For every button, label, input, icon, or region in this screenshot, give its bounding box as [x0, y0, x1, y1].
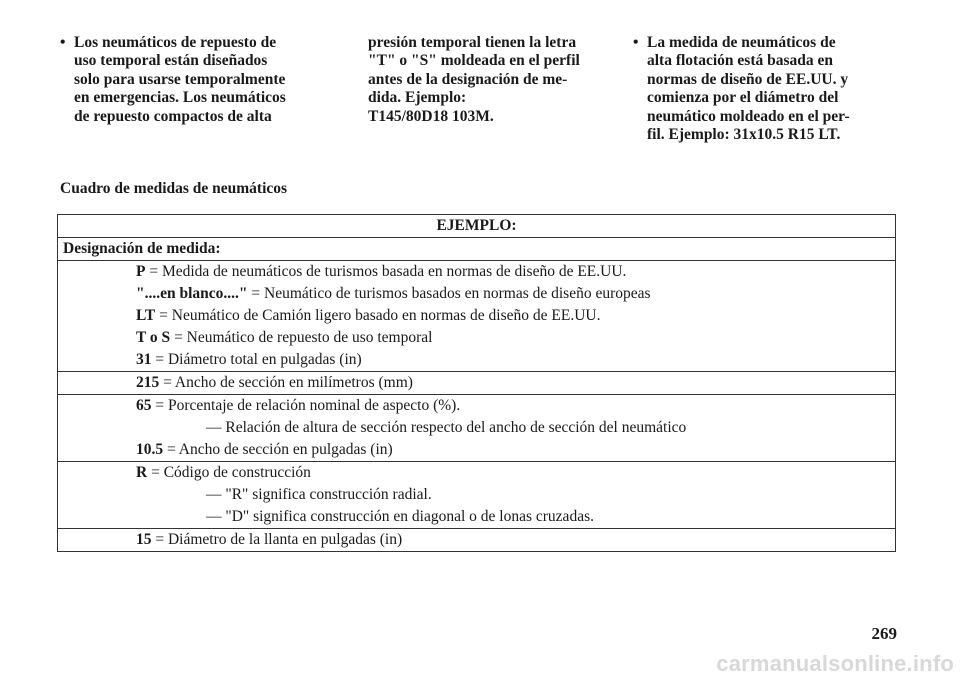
table-row — [58, 261, 896, 372]
entry-p — [58, 261, 895, 283]
watermark: carmanualsonline.info — [716, 651, 954, 676]
entry-key: LT — [136, 307, 156, 324]
entry-subnote: — Relación de altura de sección respecto del ancho de sección del neumático — [206, 419, 687, 436]
entry-text: = Ancho de sección en milímetros (mm) — [159, 374, 413, 391]
entry-text: = Neumático de repuesto de uso temporal — [170, 329, 433, 346]
text-line: dida. Ejemplo: — [368, 89, 467, 107]
entry-key: P — [136, 263, 146, 280]
entry-r — [58, 462, 895, 484]
text-line: en emergencias. Los neumáticos — [74, 89, 286, 107]
tire-size-table — [57, 214, 896, 552]
entry-blank — [58, 283, 895, 305]
section-title: Cuadro de medidas de neumáticos — [60, 180, 288, 197]
column-1 — [60, 34, 310, 126]
table-cell-group-2 — [58, 372, 896, 395]
entry-key: 31 — [136, 351, 152, 368]
text-line: "T" o "S" moldeada en el perfil — [368, 52, 580, 70]
table-cell-group-5 — [58, 529, 896, 552]
bullet-item-spare-tires — [60, 34, 310, 126]
bullet-icon: • — [633, 34, 639, 51]
entry-text: = Neumático de Camión ligero basado en normas de diseño de EE.UU. — [155, 307, 601, 324]
entry-31 — [58, 349, 895, 371]
table-row — [58, 529, 896, 552]
entry-text: = Ancho de sección en pulgadas (in) — [163, 441, 393, 458]
table-cell-group-1 — [58, 261, 896, 372]
entry-key: 10.5 — [136, 441, 164, 458]
column-3 — [633, 34, 897, 144]
bullet-text — [647, 34, 897, 144]
text-line: Los neumáticos de repuesto de — [74, 34, 277, 51]
entry-t-or-s — [58, 327, 895, 349]
text-line: de repuesto compactos de alta — [74, 107, 272, 125]
designation-label: Designación de medida: — [58, 238, 896, 261]
entry-text: = Neumático de turismos basados en normas de diseño europeas — [247, 285, 651, 302]
entry-215 — [58, 372, 895, 394]
text-line: solo para usarse temporalmente — [74, 70, 286, 88]
column-2 — [368, 34, 606, 126]
text-line: La medida de neumáticos de — [647, 34, 836, 51]
entry-65 — [58, 395, 895, 417]
entry-text: = Diámetro de la llanta en pulgadas (in) — [151, 531, 403, 548]
bullet-icon: • — [60, 34, 66, 51]
table-cell-group-4 — [58, 462, 896, 529]
page-number: 269 — [871, 624, 897, 643]
text-line: presión temporal tienen la letra — [368, 34, 577, 51]
entry-text: = Medida de neumáticos de turismos basada en normas de diseño de EE.UU. — [145, 263, 627, 280]
entry-subnote: — "R" significa construcción radial. — [206, 486, 432, 503]
text-line: neumático moldeado en el per- — [647, 107, 850, 125]
text-line: uso temporal están diseñados — [74, 52, 268, 70]
table-header: EJEMPLO: — [58, 215, 896, 238]
bullet-text — [74, 34, 310, 126]
entry-15 — [58, 529, 895, 551]
entry-key: T o S — [136, 329, 171, 346]
entry-subnote: — "D" significa construcción en diagonal o de lonas cruzadas. — [206, 508, 594, 525]
table-cell-group-3 — [58, 395, 896, 462]
text-line: alta flotación está basada en — [647, 52, 833, 70]
entry-lt — [58, 305, 895, 327]
entry-key: 65 — [136, 397, 152, 414]
text-line: comienza por el diámetro del — [647, 89, 839, 107]
table-row — [58, 215, 896, 238]
bullet-item-high-flotation — [633, 34, 897, 144]
entry-10-5 — [58, 439, 895, 461]
entry-key: R — [136, 464, 148, 481]
text-line: normas de diseño de EE.UU. y — [647, 70, 849, 88]
entry-key: "....en blanco...." — [136, 285, 248, 302]
table-row — [58, 395, 896, 462]
entry-text: = Código de construcción — [147, 464, 311, 481]
table-row — [58, 238, 896, 261]
table-row — [58, 462, 896, 529]
text-line: antes de la designación de me- — [368, 70, 568, 88]
entry-key: 215 — [136, 374, 160, 391]
entry-text: = Diámetro total en pulgadas (in) — [151, 351, 362, 368]
entry-key: 15 — [136, 531, 152, 548]
table-row — [58, 372, 896, 395]
text-line: T145/80D18 103M. — [368, 107, 494, 125]
text-line: fil. Ejemplo: 31x10.5 R15 LT. — [647, 126, 841, 144]
entry-text: = Porcentaje de relación nominal de aspecto (%). — [151, 397, 461, 414]
